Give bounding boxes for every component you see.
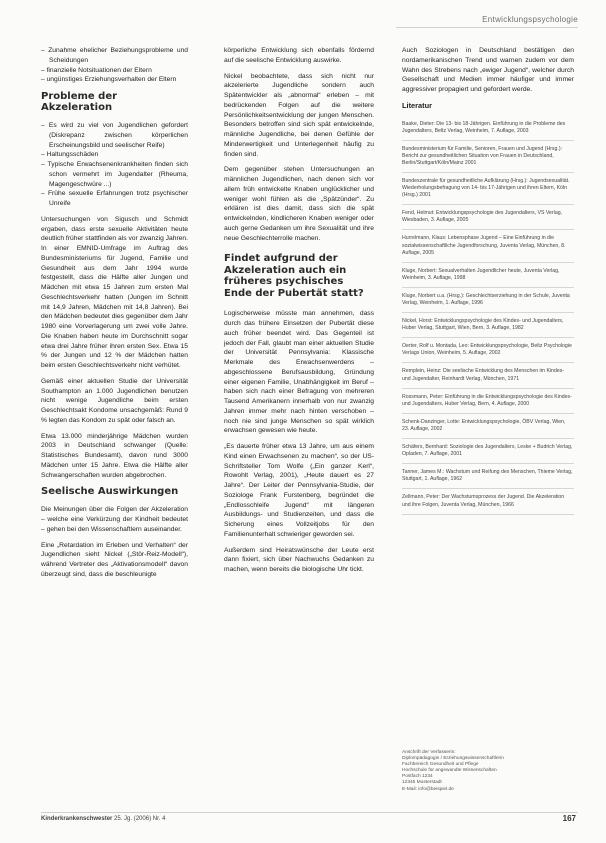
paragraph: Nickel beobachtete, dass sich nicht nur akzelerierte Jugendliche sondern auch Spätentwickler als „abnormal“ erleben – mit bedrückenden Folgen auf die weitere Persönlichkeitsentwicklung der jungen Menschen. Besonders betroffen sind sich spät entwickelnde, männliche Jugendliche, bei denen Gefühle der Minderwertigkeit und Unterlegenheit häufig zu finden sind. — [224, 72, 374, 158]
reference-item: Nickel, Horst: Entwicklungspsychologie des Kindes- und Jugendalters, Huber Verlag, Stuttgart, Wien, Bern, 3. Auflage, 1982 — [402, 318, 574, 338]
list-family-risks — [41, 46, 188, 85]
section-heading: Findet aufgrund der Akzeleration auch ein früheres psychisches Ende der Pubertät statt? — [224, 253, 364, 299]
paragraph: Auch Soziologen in Deutschland bestätigen den nordamerikanischen Trend und warnen zudem vor dem Wahn des Strebens nach „ewiger Jugend“, welcher durch Gesellschaft und Medien immer häufiger und immer aggressiver propagiert und gefordert werde. — [402, 47, 574, 93]
reference-item: Kluge, Norbert: Sexualverhalten Jugendlicher heute, Juventa Verlag, Weinheim, 3. Auflage, 1998 — [402, 268, 574, 288]
reference-item: Remplein, Heinz: Die seelische Entwicklung des Menschen im Kindes- und Jugendalter, Reinhardt Verlag, München, 1971 — [402, 368, 574, 388]
paragraph: körperliche Entwicklung sich ebenfalls fördernd auf die seelische Entwicklung auswirke. — [224, 47, 374, 64]
list-item: – Haltungsschäden — [41, 150, 188, 160]
list-item: – ungünstiges Erziehungsverhalten der Eltern — [41, 75, 188, 85]
paragraph: Gemäß einer aktuellen Studie der Universität Southampton an 1.000 Jugendlichen benutzen nicht wenige Jugendliche beim ersten Geschlechtsakt Kondome unsachgemäß: Rund 9 % legten das Kondom zu spät oder falsch an. — [41, 377, 188, 424]
column-3 — [402, 46, 574, 520]
page-number: 167 — [562, 814, 576, 823]
note-line: 12345 Musterstadt — [402, 780, 442, 786]
note-line: E-Mail: info@beispiel.de — [402, 786, 454, 792]
reference-item: Rossmann, Peter: Einführung in die Entwicklungspsychologie des Kindes- und Jugendalters, Huber Verlag, Bern, 4. Auflage, 2000 — [402, 394, 574, 414]
running-head: Entwicklungspsychologie — [482, 15, 578, 24]
reference-item: Fend, Helmut: Entwicklungspsychologie des Jugendalters, VS Verlag, Wiesbaden, 3. Auflage, 2005 — [402, 210, 574, 230]
list-acceleration-problems — [41, 121, 188, 209]
reference-item: Hurrelmann, Klaus: Lebensphase Jugend – Eine Einführung in die sozialwissenschaftliche Jugendforschung, Juventa Verlag, München, 8. Auflage, 2005 — [402, 235, 574, 262]
section-heading: Probleme der Akzeleration — [41, 91, 118, 113]
note-line: Postfach 1234 — [402, 774, 433, 780]
note-line: Diplompädagogin / Erziehungswissenschaftlerin — [402, 756, 504, 762]
list-item: – Frühe sexuelle Erfahrungen trotz psychischer Unreife — [41, 189, 188, 209]
literature-list — [402, 121, 574, 515]
journal-issue: 25. Jg. (2006) Nr. 4 — [114, 816, 166, 822]
paragraph: „Es dauerte früher etwa 13 Jahre, um aus einem Kind einen Erwachsenen zu machen“, so der US-Schriftsteller Tom Wolfe („Ein ganzer Kerl“, Rowohlt Verlag, 2001), „Heute dauert es 27 Jahre“. Der Leiter der Pennsylvania-Studie, der Soziologe Frank Furstenberg, begründet die „Endlosschleife Jugend“ mit längeren Ausbildungs- und Studienzeiten, und dass die Sicherung eines Vollzeitjobs für den Familienunterhalt schwieriger geworden sei. — [224, 443, 374, 538]
reference-item: Baake, Dieter: Die 13- bis 18-Jährigen. Einführung in die Probleme des Jugendalters, Beltz Verlag, Weinheim, 7. Auflage, 2003 — [402, 121, 574, 141]
list-item: – Zunahme ehelicher Beziehungsprobleme und Scheidungen — [41, 46, 188, 66]
paragraph: Eine „Retardation im Erleben und Verhalten“ der Jugendlichen sieht Nickel („Stör-Reiz-Modell“), während Vertreter des „Aktivationsmodell“ davon überzeugt sind, dass die beschleunigte — [41, 541, 188, 578]
author-notes — [402, 750, 574, 793]
paragraph: Logischerweise müsste man annehmen, dass durch das frühere Einsetzen der Pubertät diese auch früher beendet wird. Das Gegenteil ist jedoch der Fall, glaubt man einer aktuellen Studie der Universität Pennsylvania: Klassische Merkmale des Erwachsenwerdens – abgeschlossene Berufsausbildung, Gründung einer eigenen Familie, Unabhängigkeit im Beruf – haben sich nach einer Befragung von mehreren Tausend Amerikanern innerhalb von nur zwanzig Jahren immer mehr nach hinten verschoben – noch nie sind junge Menschen so spät wirklich erwachsen gewesen wie heute. — [224, 310, 374, 435]
paragraph: Die Meinungen über die Folgen der Akzeleration – welche eine Verkürzung der Kindheit bedeutet – gehen bei den Wissenschaftlern auseinander. — [41, 506, 188, 533]
reference-item: Tanner, James M.: Wachstum und Reifung des Menschen, Thieme Verlag, Stuttgart, 1. Auflage, 1962 — [402, 469, 574, 489]
list-item: – finanzielle Notsituationen der Eltern — [41, 66, 188, 76]
reference-item: Bundeszentrale für gesundheitliche Aufklärung (Hrsg.): Jugendsexualität. Wiederholungsbefragung von 14- bis 17-Jährigen und ihren Eltern, Köln (Hrsg.) 2001 — [402, 178, 574, 205]
reference-item: Schenk-Danzinger, Lotte: Entwicklungspsychologie, ÖBV Verlag, Wien, 23. Auflage, 2002 — [402, 419, 574, 439]
header-rule — [396, 27, 578, 28]
list-item: – Es wird zu viel von Jugendlichen gefordert (Diskrepanz zwischen körperlichen Erscheinungsbild und seelischer Reife) — [41, 121, 188, 150]
footer-rule — [41, 812, 578, 813]
journal-name: Kinderkrankenschwester — [41, 816, 113, 822]
reference-item: Kluge, Norbert u.a. (Hrsg.): Geschlechtserziehung in der Schule, Juventa Verlag, Weinheim, 1. Auflage, 1996 — [402, 293, 574, 313]
note-line: Fachbereich Gesundheit und Pflege — [402, 762, 479, 768]
footer-journal — [41, 816, 165, 822]
column-1 — [41, 46, 188, 586]
note-line: Anschrift der Verfasserin: — [402, 750, 456, 755]
list-item: – Typische Erwachsenenkrankheiten finden sich schon vermehrt im Jugendalter (Rheuma, Magengeschwüre ...) — [41, 160, 188, 189]
literature-heading: Literatur — [402, 100, 432, 110]
reference-item: Zellmann, Peter: Der Wachstumsprozess der Jugend. Die Akzeleration und ihre Folgen, Juventa Verlag, München, 1966 — [402, 494, 574, 514]
note-line: Hochschule für angewandte Wissenschaften — [402, 768, 497, 774]
paragraph: Etwa 13.000 minderjährige Mädchen wurden 2003 in Deutschland schwanger (Quelle: Statistisches Bundesamt), davon rund 3000 Mädchen unter 15 Jahre. Etwa die Hälfte aller Schwangerschaften wurden abgebrochen. — [41, 432, 188, 479]
reference-item: Schäfers, Bernhard: Soziologie des Jugendalters, Leske + Budrich Verlag, Opladen, 7. Auflage, 2001 — [402, 444, 574, 464]
column-2 — [224, 46, 374, 581]
section-heading: Seelische Auswirkungen — [41, 486, 179, 498]
reference-item: Oerter, Rolf u. Montada, Leo: Entwicklungspsychologie, Beltz Psychologie Verlags Union, Weinheim, 5. Auflage, 2002 — [402, 343, 574, 363]
paragraph: Untersuchungen von Sigusch und Schmidt ergaben, dass erste sexuelle Aktivitäten heute deutlich früher stattfinden als vor zwanzig Jahren. In einer EMNID-Umfrage im Auftrag des Bundesministeriums für Jugend, Familie und Gesundheit aus dem Jahr 1994 wurde festgestellt, dass die Hälfte aller Jungen und Mädchen mit etwa 15 Jahren zum ersten Mal Geschlechtsverkehr hatten (Jungen im Schnitt mit 14,9 Jahren, Mädchen mit 14,8 Jahren). Bei den Mädchen bedeutet dies gegenüber dem Jahr 1980 eine Vorverlagerung um zwei volle Jahre. Die Knaben haben heute im Durchschnitt sogar etwa drei Jahre früher ihren ersten Sex. Etwa 15 % der Jungen und 12 % der Mädchen hatten beim ersten Geschlechtsverkehr nicht verhütet. — [41, 215, 188, 369]
paragraph: Dem gegenüber stehen Untersuchungen an männlichen Jugendlichen, nach denen sich vor allem früh entwickelte Knaben unglücklicher und weniger wohl fühlen als die „Spätzünder“. Zu erklären ist dies damit, dass sich die spät entwickelnden, kindlicheren Knaben weniger oder auch gerne Gedanken um ihre Sexualität und ihre neue Geschlechterrolle machen. — [224, 166, 374, 242]
reference-item: Bundesministerium für Familie, Senioren, Frauen und Jugend (Hrsg.): Bericht zur gesundheitlichen Situation von Frauen in Deutschland, Berlin/Stuttgart/Köln/Mainz 2001 — [402, 146, 574, 173]
paragraph: Außerdem sind Heiratswünsche der Leute erst dann fixiert, sich über Nachwuchs Gedanken zu machen, wenn bereits die biologische Uhr tickt. — [224, 546, 374, 573]
